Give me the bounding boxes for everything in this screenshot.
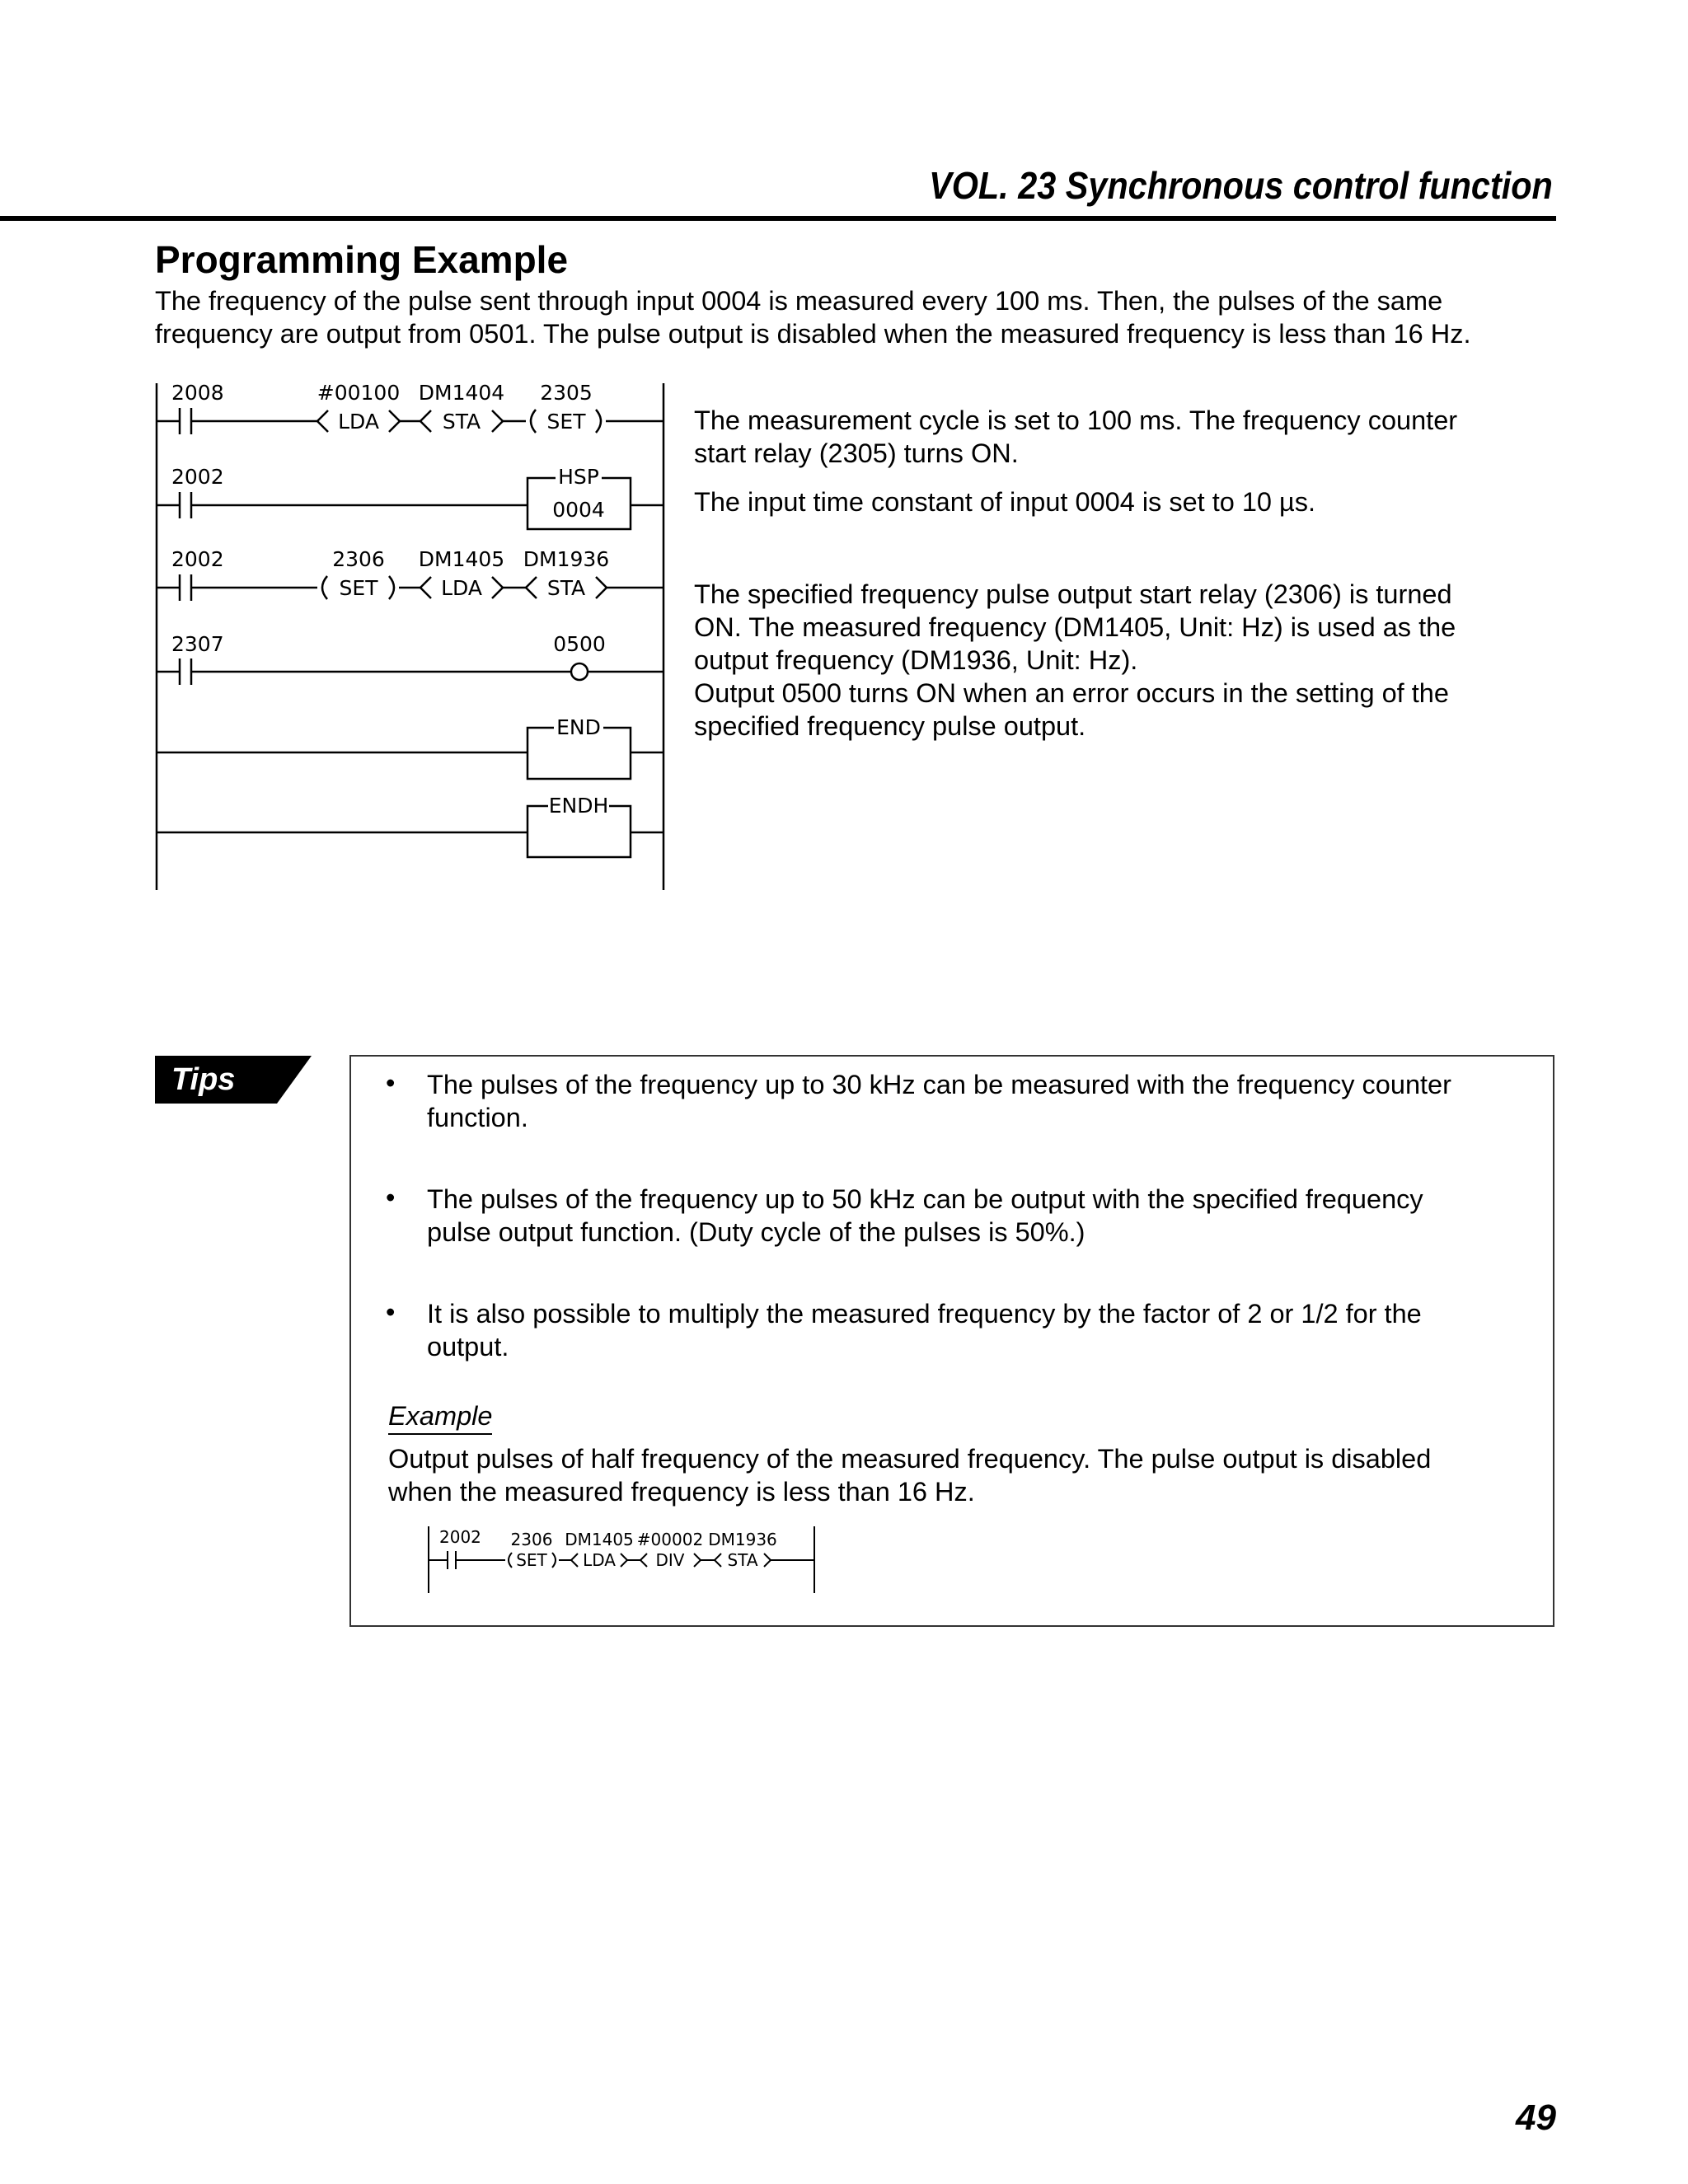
tip-line: function. (427, 1103, 528, 1132)
description-line: ON. The measured frequency (DM1405, Unit: Hz) is used as the (694, 612, 1456, 642)
tip-item-2 (427, 1183, 1523, 1249)
instruction-label: STA (546, 576, 586, 600)
instruction-label: LDA (441, 576, 482, 600)
operand-label: 2306 (510, 1530, 553, 1549)
output-coil (571, 663, 588, 680)
operand-label: 2306 (332, 547, 385, 571)
operand-label: DM1404 (418, 381, 505, 405)
lda-bracket-open (317, 410, 328, 432)
operand-label: DM1936 (708, 1530, 777, 1549)
box-label: ENDH (548, 794, 609, 818)
description-1 (694, 404, 1518, 470)
tip-line: output. (427, 1332, 509, 1361)
description-line: The input time constant of input 0004 is set to 10 µs. (694, 487, 1316, 517)
instruction-label: LDA (583, 1550, 616, 1570)
tip-line: The pulses of the frequency up to 50 kHz can be output with the specified frequency (427, 1184, 1423, 1214)
section-title: Programming Example (155, 238, 569, 281)
set-bracket-open (531, 410, 536, 433)
instruction-label: SET (339, 576, 378, 600)
rung-4 (157, 658, 663, 685)
tip-line: It is also possible to multiply the measured frequency by the factor of 2 or 1/2 for the (427, 1299, 1422, 1329)
tips-badge (155, 1056, 312, 1104)
instruction-label: STA (727, 1550, 758, 1570)
box-label: END (556, 715, 601, 739)
header-rule (0, 216, 1556, 221)
tip-item-3 (427, 1297, 1523, 1363)
rung-1 (157, 408, 663, 434)
intro-line: frequency are output from 0501. The pulse output is disabled when the measured frequency is less than 16 Hz. (155, 319, 1471, 349)
operand-label: DM1405 (565, 1530, 634, 1549)
contact-label: 2002 (439, 1527, 481, 1547)
tip-line: pulse output function. (Duty cycle of the pulses is 50%.) (427, 1217, 1085, 1247)
description-line: output frequency (DM1936, Unit: Hz). (694, 645, 1138, 675)
instruction-label: SET (516, 1550, 547, 1570)
intro-paragraph (155, 284, 1556, 350)
example-line: Output pulses of half frequency of the measured frequency. The pulse output is disabled (388, 1444, 1432, 1474)
tip-item-1 (427, 1068, 1523, 1134)
example-text (388, 1442, 1526, 1508)
example-line: when the measured frequency is less than 16 Hz. (388, 1477, 975, 1507)
intro-line: The frequency of the pulse sent through input 0004 is measured every 100 ms. Then, the pulses of the same (155, 286, 1443, 316)
contact-label: 2002 (171, 547, 224, 571)
contact-label: 2008 (171, 381, 224, 405)
instruction-label: DIV (655, 1550, 685, 1570)
bullet: • (386, 1183, 396, 1212)
instruction-label: SET (546, 410, 586, 434)
instruction-label: STA (442, 410, 481, 434)
description-3 (694, 578, 1518, 743)
description-line: specified frequency pulse output. (694, 711, 1086, 741)
page-number: 49 (1516, 2097, 1556, 2138)
box-value: 0004 (552, 498, 605, 522)
operand-label: DM1936 (523, 547, 610, 571)
bullet: • (386, 1297, 396, 1327)
bullet: • (386, 1068, 396, 1098)
ladder-diagram (148, 375, 676, 902)
operand-label: #00100 (316, 381, 401, 405)
description-line: The specified frequency pulse output start relay (2306) is turned (694, 579, 1452, 609)
running-header: VOL. 23 Synchronous control function (929, 164, 1553, 207)
description-line: The measurement cycle is set to 100 ms. The frequency counter (694, 405, 1458, 435)
tip-line: The pulses of the frequency up to 30 kHz can be measured with the frequency counter (427, 1070, 1451, 1099)
operand-label: 2305 (540, 381, 593, 405)
operand-label: DM1405 (418, 547, 505, 571)
operand-label: #00002 (636, 1530, 704, 1549)
example-ladder-diagram (424, 1525, 837, 1595)
description-2 (694, 485, 1518, 518)
coil-label: 0500 (553, 632, 606, 656)
instruction-label: LDA (338, 410, 379, 434)
contact-label: 2002 (171, 465, 224, 489)
description-line: Output 0500 turns ON when an error occurs in the setting of the (694, 678, 1449, 708)
contact-label: 2307 (171, 632, 224, 656)
description-line: start relay (2305) turns ON. (694, 438, 1019, 468)
example-label: Example (388, 1401, 492, 1435)
rung-3 (157, 574, 663, 601)
box-label: HSP (558, 465, 599, 489)
tips-label: Tips (171, 1062, 236, 1097)
sta-bracket-open (420, 410, 431, 432)
